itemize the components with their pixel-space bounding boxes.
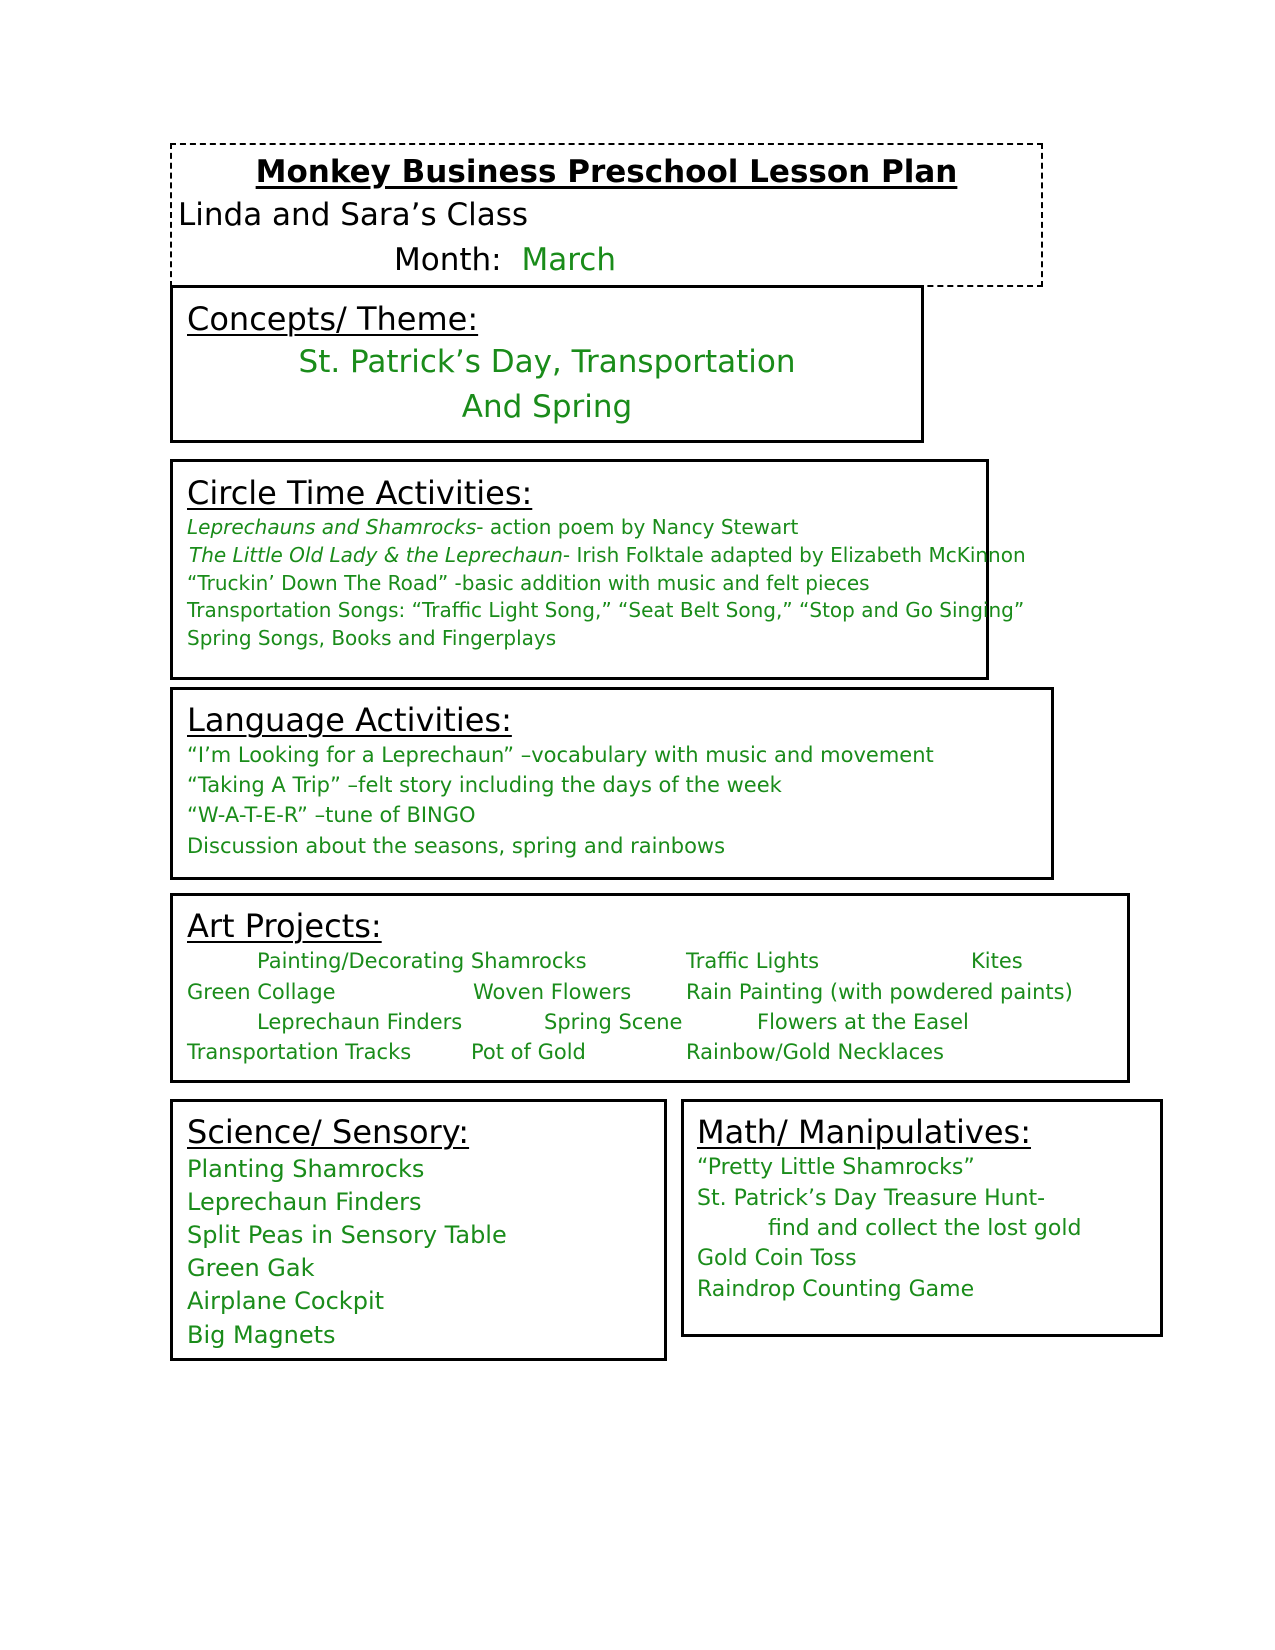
circle-time-item: [189, 543, 1026, 567]
art-item: Flowers at the Easel: [757, 1010, 969, 1034]
art-item: Green Collage: [187, 980, 336, 1004]
month-value: March: [521, 242, 616, 278]
science-item: Planting Shamrocks: [187, 1155, 425, 1183]
art-item: Pot of Gold: [471, 1040, 586, 1064]
circle-time-item: [187, 626, 556, 650]
art-item: Rainbow/Gold Necklaces: [686, 1040, 944, 1064]
science-item: Leprechaun Finders: [187, 1188, 422, 1216]
art-item: Transportation Tracks: [187, 1040, 412, 1064]
circle-time-item: [187, 598, 1024, 622]
circle-time-item-text: - Irish Folktale adapted by Elizabeth McKinnon: [562, 543, 1026, 567]
language-item: “W-A-T-E-R” –tune of BINGO: [187, 803, 476, 827]
math-item: Raindrop Counting Game: [697, 1277, 975, 1302]
language-item: “Taking A Trip” –felt story including the days of the week: [187, 773, 782, 797]
circle-time-item-text: Transportation Songs: “Traffic Light Song,” “Seat Belt Song,” “Stop and Go Singing”: [187, 598, 1025, 622]
art-item: Kites: [971, 949, 1023, 973]
language-heading: Language Activities:: [187, 701, 512, 739]
circle-time-item-title: Leprechauns and Shamrocks: [187, 515, 477, 539]
circle-time-item-text: Spring Songs, Books and Fingerplays: [187, 626, 557, 650]
art-item: Painting/Decorating Shamrocks: [257, 949, 587, 973]
art-item: Leprechaun Finders: [257, 1010, 463, 1034]
circle-time-item: [187, 571, 870, 595]
month-row: [394, 242, 616, 278]
math-item: “Pretty Little Shamrocks”: [697, 1155, 975, 1180]
class-name: Linda and Sara’s Class: [178, 197, 529, 233]
math-item: Gold Coin Toss: [697, 1246, 857, 1271]
page-title: Monkey Business Preschool Lesson Plan: [255, 154, 958, 190]
science-item: Green Gak: [187, 1254, 315, 1282]
art-heading: Art Projects:: [187, 907, 382, 945]
circle-time-item: [187, 515, 798, 539]
circle-time-heading: Circle Time Activities:: [187, 474, 533, 512]
art-item: Rain Painting (with powdered paints): [686, 980, 1073, 1004]
art-item: Spring Scene: [544, 1010, 683, 1034]
circle-time-item-text: - action poem by Nancy Stewart: [476, 515, 799, 539]
circle-time-item-title: The Little Old Lady & the Leprechaun: [189, 543, 563, 567]
science-heading: Science/ Sensory:: [187, 1113, 470, 1151]
concepts-line-1: St. Patrick’s Day, Transportation: [298, 344, 796, 380]
science-item: Big Magnets: [187, 1321, 336, 1349]
math-item: St. Patrick’s Day Treasure Hunt-: [697, 1186, 1046, 1211]
science-item: Split Peas in Sensory Table: [187, 1221, 507, 1249]
art-item: Woven Flowers: [473, 980, 632, 1004]
language-item: Discussion about the seasons, spring and rainbows: [187, 834, 726, 858]
math-heading: Math/ Manipulatives:: [697, 1113, 1031, 1151]
circle-time-item-text: “Truckin’ Down The Road” -basic addition with music and felt pieces: [187, 571, 870, 595]
art-item: Traffic Lights: [686, 949, 820, 973]
math-item: find and collect the lost gold: [768, 1216, 1082, 1241]
science-item: Airplane Cockpit: [187, 1287, 385, 1315]
language-item: “I’m Looking for a Leprechaun” –vocabulary with music and movement: [187, 743, 934, 767]
concepts-heading: Concepts/ Theme:: [187, 300, 479, 338]
month-label: Month:: [394, 242, 502, 278]
concepts-line-2: And Spring: [461, 389, 633, 425]
